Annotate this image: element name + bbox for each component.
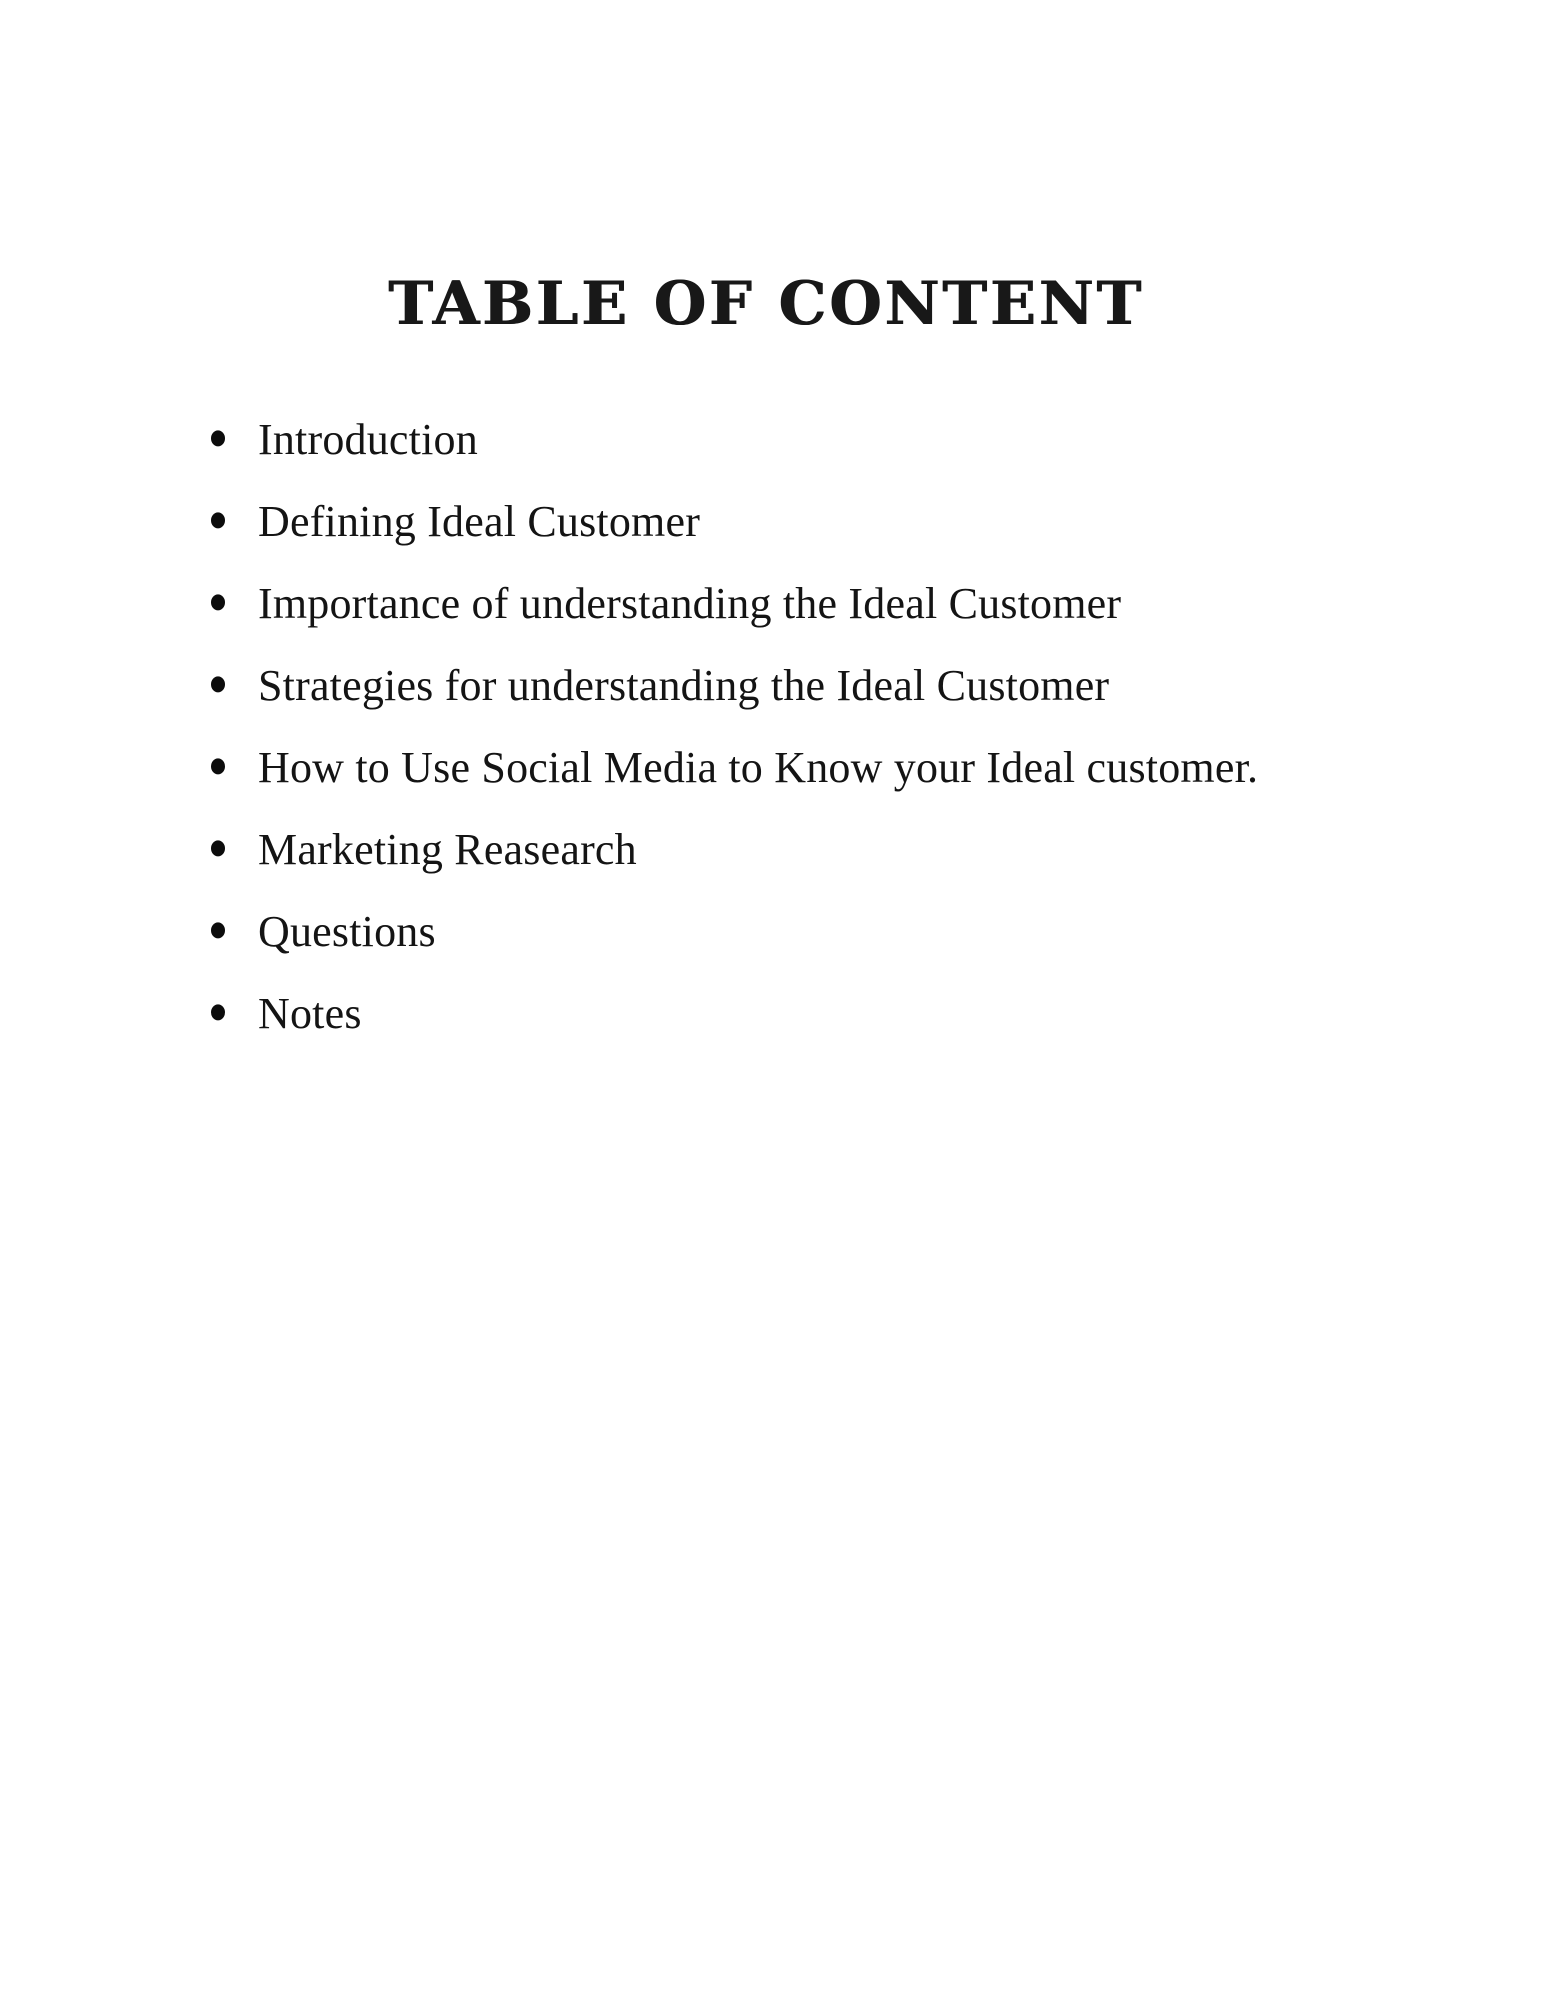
bullet-icon [211,430,225,446]
toc-item-label: Defining Ideal Customer [258,496,701,546]
toc-item-label: How to Use Social Media to Know your Ideal customer. [258,742,1259,792]
bullet-icon [211,512,225,528]
toc-item-label: Strategies for understanding the Ideal Customer [258,660,1110,710]
toc-item-label: Questions [258,906,436,956]
list-item [0,726,1400,808]
toc-item-label: Marketing Reasearch [258,824,637,874]
list-item [0,562,1400,644]
bullet-icon [211,594,225,610]
toc-item-label: Importance of understanding the Ideal Customer [258,578,1122,628]
toc-item-label: Notes [258,988,362,1038]
bullet-icon [211,840,225,856]
list-item [0,972,1400,1054]
toc-list [0,398,1400,1054]
list-item [0,808,1400,890]
bullet-icon [211,1004,225,1020]
list-item [0,398,1400,480]
list-item [0,644,1400,726]
list-item [0,890,1400,972]
bullet-icon [211,758,225,774]
bullet-icon [211,676,225,692]
toc-item-label: Introduction [258,414,478,464]
page-title: TABLE OF CONTENT [388,269,1144,340]
bullet-icon [211,922,225,938]
list-item [0,480,1400,562]
